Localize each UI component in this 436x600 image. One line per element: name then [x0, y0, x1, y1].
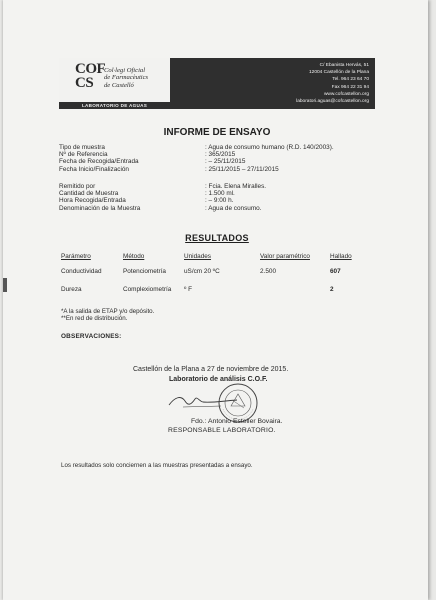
result-found: 607 [330, 268, 341, 275]
field-row [59, 151, 375, 158]
field-value: : – 25/11/2015 [205, 158, 246, 166]
signer-name: Fdo.: Antonio Esteller Bovaira. [191, 418, 283, 425]
punch-hole-mark [3, 278, 7, 292]
logo-letters-top: COF [75, 61, 106, 77]
field-value: : Agua de consumo humano (R.D. 140/2003). [205, 144, 334, 151]
field-row [59, 158, 375, 165]
sender-fields [59, 183, 375, 212]
report-title: INFORME DE ENSAYO [163, 127, 271, 138]
logo-name-line: Col·legi Oficial [104, 67, 146, 74]
result-parametric-value: 2.500 [260, 268, 276, 275]
contact-address: C/ Ebanista Hervás, 51 [319, 63, 369, 68]
field-label: Cantidad de Muestra [59, 190, 119, 198]
field-label: Tipo de muestra [59, 144, 105, 151]
result-parameter: Conductividad [61, 268, 102, 275]
field-row [59, 197, 375, 204]
lab-label: LABORATORIO DE AGUAS [59, 102, 170, 109]
field-label: Fecha de Recogida/Entrada [59, 158, 139, 166]
contact-email: laboratori.aguas@cofcastellon.org [296, 99, 369, 105]
result-units: º F [184, 286, 193, 293]
logo-college-name [104, 67, 170, 89]
sample-fields [59, 144, 375, 173]
logo-letters-bottom: CS [75, 75, 94, 91]
cof-logo [59, 58, 170, 102]
results-title: RESULTADOS [185, 233, 249, 243]
contact-info [169, 62, 369, 105]
field-label: Remitido por [59, 183, 96, 190]
lab-name: Laboratorio de análisis C.O.F. [169, 376, 268, 383]
field-value: : Fcia. Elena Miralles. [205, 183, 267, 190]
field-value: : 25/11/2015 – 27/11/2015 [205, 165, 279, 173]
results-header-method: Método [123, 253, 145, 260]
result-method: Potenciometría [123, 268, 166, 275]
field-label: Nº de Referencia [59, 151, 108, 159]
logo-name-line: de Farmacèutics [104, 74, 149, 82]
field-value: : 365/2015 [205, 151, 236, 159]
field-label: Hora Recogida/Entrada [59, 197, 126, 205]
note-line: **En red de distribución. [61, 315, 128, 323]
result-method: Complexiometría [123, 286, 172, 293]
observations-label: OBSERVACIONES: [61, 333, 122, 340]
field-value: : 1.500 ml. [205, 190, 235, 198]
field-value: : – 9:00 h. [205, 197, 234, 205]
contact-phone: Tel. 964 23 64 70 [332, 77, 369, 83]
field-value: : Agua de consumo. [205, 204, 262, 212]
note-line: *A la salida de ETAP y/o depósito. [61, 308, 155, 315]
contact-website: www.cofcastellon.org [323, 91, 369, 97]
results-header-found: Hallado [330, 253, 352, 260]
result-parameter: Dureza [61, 286, 82, 293]
field-row [59, 166, 375, 173]
results-header-parameter: Parámetro [61, 253, 91, 260]
field-label: Denominación de la Muestra [59, 204, 141, 212]
result-found: 2 [330, 286, 334, 293]
field-row [59, 190, 375, 197]
results-header-parametric-value: Valor paramétrico [260, 253, 310, 260]
result-notes [61, 308, 154, 322]
field-row [59, 144, 375, 151]
field-row [59, 183, 375, 190]
contact-fax: Fax 964 22 31 94 [331, 84, 369, 90]
logo-name-line: de Castelló [104, 81, 134, 89]
signer-role: RESPONSABLE LABORATORIO. [168, 427, 276, 434]
report-page [3, 0, 428, 600]
letterhead [59, 58, 375, 109]
contact-city: 12004 Castellón de la Plana [308, 70, 369, 76]
place-and-date: Castellón de la Plana a 27 de noviembre de 2015. [133, 366, 289, 373]
field-row [59, 205, 375, 212]
logo-monogram [75, 61, 106, 91]
results-header-units: Unidades [184, 253, 212, 260]
result-units: uS/cm 20 ºC [184, 268, 220, 275]
field-label: Fecha Inicio/Finalización [59, 165, 129, 173]
results-disclaimer: Los resultados solo conciernen a las muestras presentadas a ensayo. [61, 462, 253, 469]
